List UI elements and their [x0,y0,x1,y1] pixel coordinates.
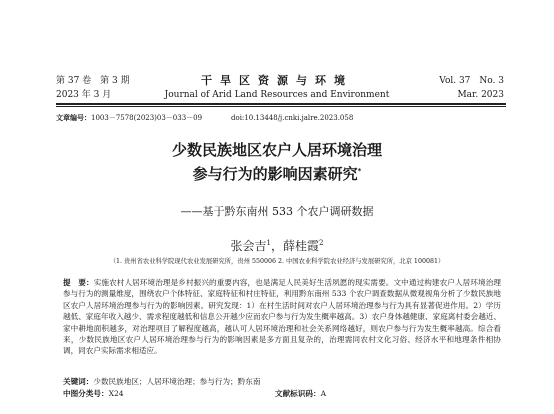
clc-label: 中图分类号： [63,389,109,398]
volume-issue-en: Vol. 37 No. 3 [439,76,504,86]
author-1-name: 张会吉 [230,239,267,253]
author-1-affil-mark: 1 [266,239,271,247]
date-cn: 2023 年 3 月 [56,90,112,100]
article-id-label: 文章编号： [56,114,91,122]
title-footnote-mark: * [357,167,362,175]
abstract [63,277,501,357]
paper-title [0,140,554,185]
header-volume-en [439,74,504,102]
author-2-affil-mark: 2 [319,239,324,247]
doc-code-label: 文献标识码： [275,389,321,398]
article-id-value: 1003－7578(2023)03－033－09 [91,114,203,122]
keywords-label: 关键词： [63,377,94,386]
author-list [0,235,554,254]
author-2-name: 薛桂霞 [283,239,320,253]
clc-value: X24 [108,389,124,398]
author-separator: ， [270,239,283,253]
paper-subtitle: ——基于黔东南州 533 个农户调研数据 [180,205,374,218]
journal-name-en: Journal of Arid Land Resources and Environment [164,90,390,100]
doc-code-value: A [320,389,327,398]
journal-name-cn: 干旱区资源与环境 [201,74,353,87]
abstract-label: 提 要： [63,278,94,287]
abstract-text: 实施农村人居环境治理是乡村振兴的重要内容，也是满足人民美好生活夙愿的现实需要。文中通过构建农户人居环境治理参与行为的测量维度，围绕农户个体特征、家庭特征和村庄特征，利用黔东南州 533 个农户调查数据从微观视角分析了少数民族地区农户人居环境治理参与行为的影响因素。研究发现：1）在村生活时间对农户人居环境治理参与行为具有显著促进作用。2）学历越低、家庭年收入越少、需求程度越低和信息公开越少应而农户参与行为发生概率越高。3）农户身体越健康、家庭离村委会越近、家中耕地面积越多，对治理项目了解程度越高，越认可人居环境治理和社会关系网络越好，则农户参与行为发生概率越高。综合看来，少数民族地区农户人居环境治理参与行为的影响因素是多方面且复杂的，治理需同农村文化习俗、经济水平和地理条件相协调，同农户实际需求相适应。 [63,278,502,356]
doc-code [275,388,326,399]
title-line-2-text: 参与行为的影响因素研究 [192,165,358,183]
header-rule-thin [56,106,506,107]
article-doi: doi:10.13448/j.cnki.jalre.2023.058 [231,114,354,122]
volume-issue-cn: 第 37 卷 第 3 期 [56,76,130,86]
header-rule-thick [56,103,506,105]
date-en: Mar. 2023 [457,90,504,100]
affiliations: （1. 贵州省农业科学院现代农业发展研究所，贵州 550006 2. 中国农业科学院农业经济与发展研究所，北京 100081） [109,258,445,265]
classification-line [63,388,501,399]
keywords-text: 少数民族地区；人居环境治理；参与行为；黔东南 [93,377,261,386]
title-line-2 [0,161,554,185]
article-info-line [56,113,506,123]
keywords [63,376,501,387]
title-line-1: 少数民族地区农户人居环境治理 [171,141,382,159]
